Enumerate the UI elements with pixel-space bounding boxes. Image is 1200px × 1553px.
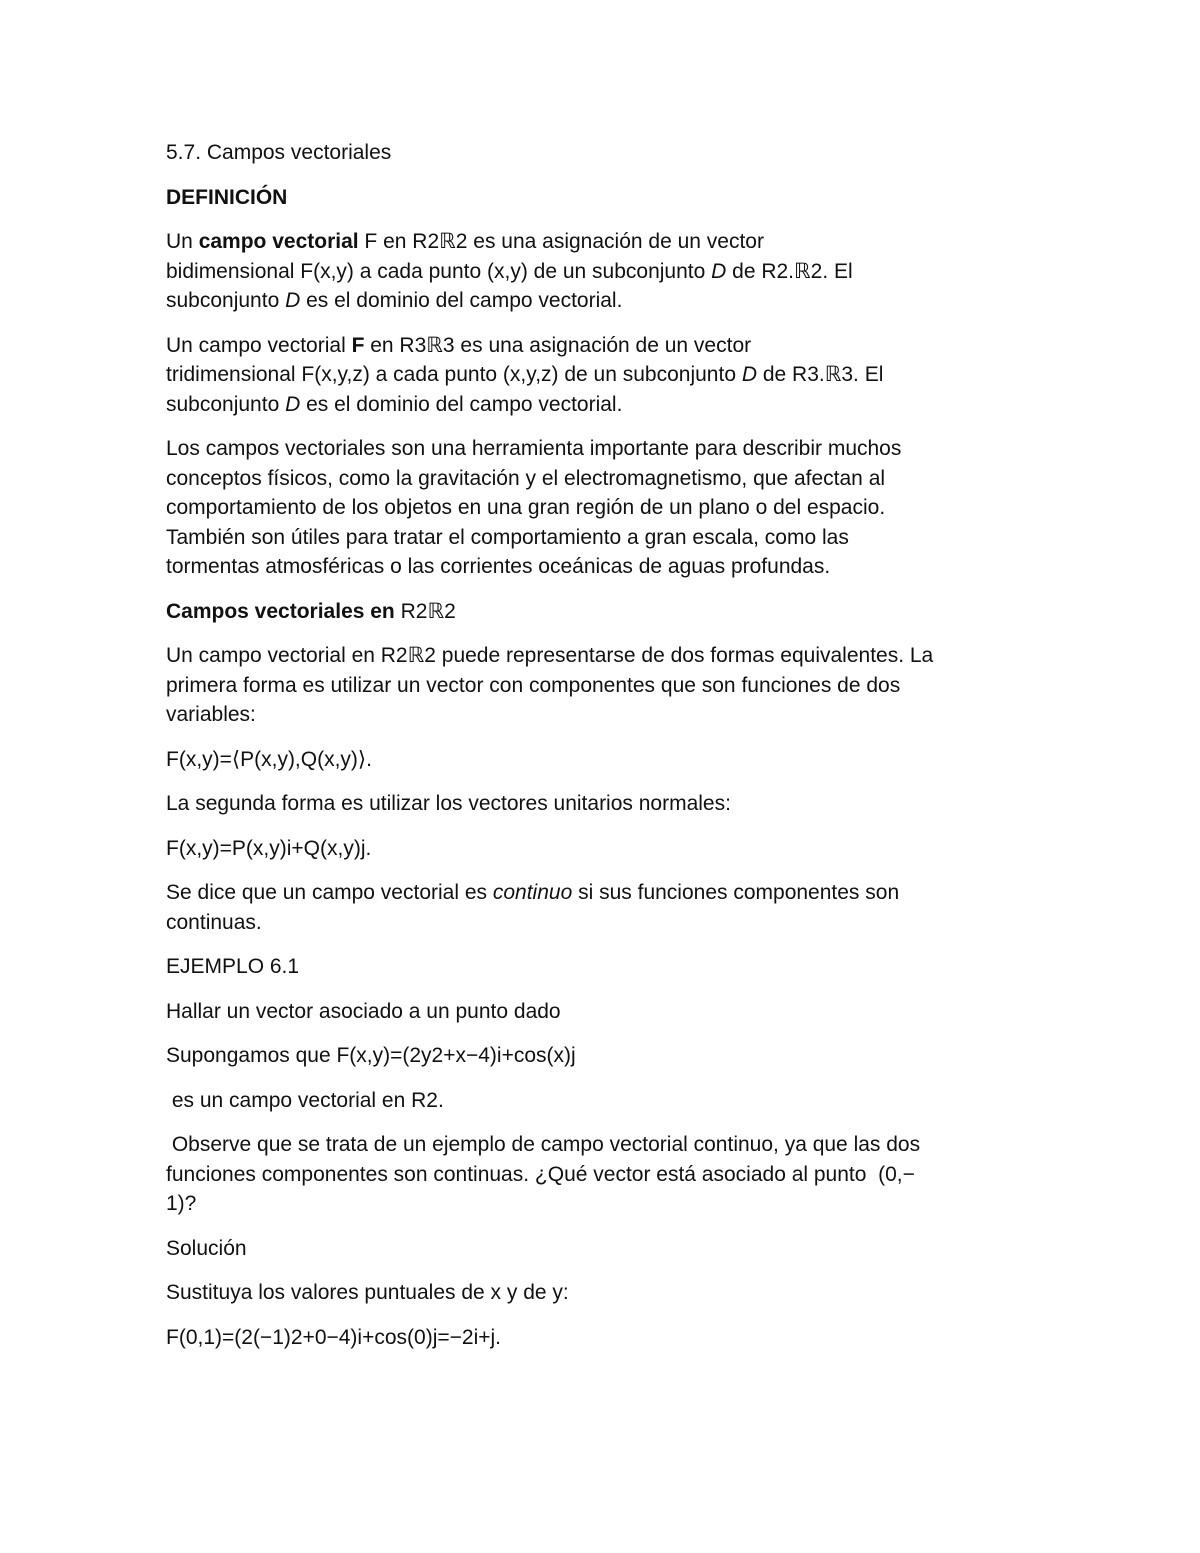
continuity-text: Se dice que un campo vectorial es bbox=[166, 881, 493, 904]
domain-symbol: D bbox=[741, 363, 758, 386]
def-r3-text: tridimensional F(x,y,z) a cada punto (x,y,z) de un subconjunto bbox=[166, 363, 742, 386]
r2-paragraph bbox=[166, 641, 1046, 730]
substitute-text: Sustituya los valores puntuales de x y de y: bbox=[166, 1281, 569, 1304]
example-is-field: es un campo vectorial en R2. bbox=[166, 1088, 444, 1112]
intro-line: comportamiento de los objetos en una gran región de un plano o del espacio. bbox=[166, 496, 886, 519]
r2-heading-rest: R2ℝ2 bbox=[394, 599, 456, 623]
intro-line: tormentas atmosféricas o las corrientes oceánicas de aguas profundas. bbox=[166, 555, 831, 578]
example-suppose: Supongamos que F(x,y)=(2y2+x−4)i+cos(x)j bbox=[166, 1044, 576, 1067]
definition-r3-paragraph bbox=[166, 331, 1046, 420]
intro-line: Los campos vectoriales son una herramienta importante para describir muchos bbox=[166, 437, 902, 460]
r2-line: variables: bbox=[166, 703, 256, 726]
observe-paragraph bbox=[166, 1130, 1046, 1219]
definition-heading: DEFINICIÓN bbox=[166, 185, 288, 209]
r2-heading-bold: Campos vectoriales en bbox=[166, 599, 395, 623]
def-r3-text: subconjunto bbox=[166, 392, 286, 416]
observe-line: funciones componentes son continuas. ¿Qué vector está asociado al punto (0,− bbox=[166, 1162, 915, 1186]
def-r2-text: es el dominio del campo vectorial. bbox=[300, 289, 623, 312]
domain-symbol: D bbox=[711, 259, 727, 283]
def-r2-term: campo vectorial bbox=[198, 230, 359, 253]
observe-line: 1)? bbox=[166, 1192, 197, 1215]
continuity-text: si sus funciones componentes son bbox=[572, 881, 900, 904]
r2-line: primera forma es utilizar un vector con componentes que son funciones de dos bbox=[166, 673, 901, 697]
intro-line: conceptos físicos, como la gravitación y el electromagnetismo, que afectan al bbox=[166, 466, 886, 490]
continuity-term: continuo bbox=[492, 881, 573, 904]
example-label: EJEMPLO 6.1 bbox=[166, 955, 300, 978]
intro-line: También son útiles para tratar el comportamiento a gran escala, como las bbox=[166, 525, 849, 549]
def-r3-text: de R3.ℝ3. El bbox=[757, 363, 884, 386]
def-r2-text: bidimensional F(x,y) a cada punto (x,y) de un subconjunto bbox=[166, 259, 712, 283]
r2-section-heading bbox=[166, 597, 1046, 627]
def-r2-text: subconjunto bbox=[166, 289, 286, 312]
formula-unit-vector-form: F(x,y)=P(x,y)i+Q(x,y)j. bbox=[166, 836, 372, 860]
solution-label: Solución bbox=[166, 1236, 247, 1260]
document-page bbox=[166, 138, 1046, 1367]
second-form-text: La segunda forma es utilizar los vectores unitarios normales: bbox=[166, 792, 731, 815]
domain-symbol: D bbox=[285, 392, 301, 416]
def-r3-text: Un campo vectorial bbox=[166, 333, 352, 357]
def-r2-text: de R2.ℝ2. El bbox=[726, 259, 853, 283]
r2-line: Un campo vectorial en R2ℝ2 puede representarse de dos formas equivalentes. La bbox=[166, 644, 934, 667]
def-r3-text: es el dominio del campo vectorial. bbox=[300, 392, 623, 416]
section-title: 5.7. Campos vectoriales bbox=[166, 141, 392, 164]
domain-symbol: D bbox=[285, 289, 301, 312]
definition-r2-paragraph bbox=[166, 227, 1046, 316]
continuity-text: continuas. bbox=[166, 910, 262, 934]
example-title: Hallar un vector asociado a un punto dado bbox=[166, 999, 561, 1023]
continuity-paragraph bbox=[166, 878, 1046, 937]
formula-angle-form: F(x,y)=⟨P(x,y),Q(x,y)⟩. bbox=[166, 747, 372, 771]
result-formula: F(0,1)=(2(−1)2+0−4)i+cos(0)j=−2i+j. bbox=[166, 1325, 502, 1349]
def-r3-text: en R3ℝ3 es una asignación de un vector bbox=[364, 333, 752, 357]
def-r3-term: F bbox=[351, 333, 365, 357]
def-r2-text: F en R2ℝ2 es una asignación de un vector bbox=[358, 230, 764, 253]
intro-paragraph bbox=[166, 434, 1046, 582]
def-r2-text: Un bbox=[166, 230, 199, 253]
observe-line: Observe que se trata de un ejemplo de campo vectorial continuo, ya que las dos bbox=[166, 1133, 921, 1156]
